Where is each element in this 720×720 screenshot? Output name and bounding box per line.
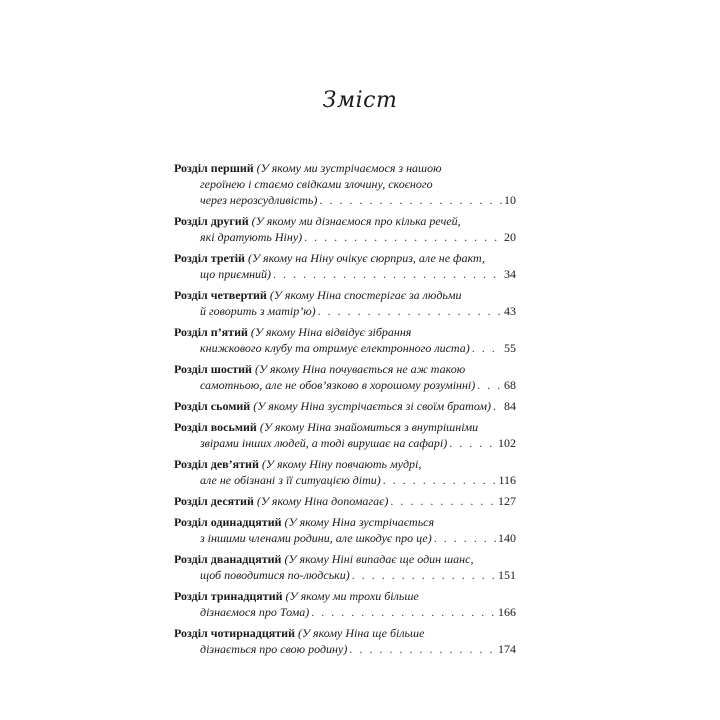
chapter-description: (У якому Ніна почувається не аж такою (254, 362, 466, 376)
chapter-description: (У якому ми трохи більше (285, 589, 419, 603)
chapter-title: Розділ третій (174, 251, 245, 265)
page-number: 116 (498, 473, 516, 487)
toc-entry (174, 324, 516, 356)
chapter-title: Розділ другий (174, 214, 249, 228)
page-number: 68 (504, 378, 516, 392)
toc-entry (174, 588, 516, 620)
toc-entry-line (174, 176, 516, 192)
dot-leader (319, 192, 502, 208)
toc-entry (174, 287, 516, 319)
chapter-description: (У якому Ніну повчають мудрі, (261, 457, 422, 471)
chapter-description: через нерозсудливість) (200, 193, 318, 207)
page-number: 43 (504, 304, 516, 318)
chapter-title: Розділ перший (174, 161, 254, 175)
toc-entry-line (174, 266, 516, 282)
toc-entry-line (174, 456, 516, 472)
toc-entry-line (174, 567, 516, 583)
page-number: 34 (504, 267, 516, 281)
toc-entry-line (174, 419, 516, 435)
chapter-title: Розділ сьомий (174, 399, 251, 413)
chapter-description: (У якому Ніна відвідує зібрання (250, 325, 412, 339)
dot-leader (304, 229, 502, 245)
chapter-title: Розділ дев’ятий (174, 457, 259, 471)
toc-entry-line (174, 160, 516, 176)
chapter-description: самотньою, але не обов’язково в хорошому розумінні) (200, 378, 476, 392)
toc-entry-line (174, 303, 516, 319)
chapter-description: (У якому Ніна допомагає) (256, 494, 389, 508)
dot-leader (318, 303, 502, 319)
chapter-title: Розділ шостий (174, 362, 252, 376)
chapter-description: героїнею і стаємо свідками злочину, скоєного (200, 177, 433, 191)
toc-entry-line (174, 213, 516, 229)
chapter-title: Розділ тринадцятий (174, 589, 283, 603)
page-number: 151 (498, 568, 516, 582)
toc-entry (174, 213, 516, 245)
chapter-description: (У якому Ніна зустрічається зі своїм братом) (253, 399, 492, 413)
chapter-description: звірами інших людей, а тоді вирушає на сафарі) (200, 436, 448, 450)
toc-entry-line (174, 604, 516, 620)
chapter-description: (У якому Ніна зустрічається (284, 515, 435, 529)
dot-leader (311, 604, 496, 620)
chapter-title: Розділ чотирнадцятий (174, 626, 295, 640)
chapter-description: книжкового клубу та отримує електронного листа) (200, 341, 470, 355)
dot-leader (477, 377, 502, 393)
chapter-title: Розділ четвертий (174, 288, 267, 302)
chapter-description: (У якому ми зустрічаємося з нашою (256, 161, 442, 175)
dot-leader (349, 641, 496, 657)
toc-entry-line (174, 340, 516, 356)
toc-entry-line (174, 588, 516, 604)
dot-leader (493, 398, 502, 414)
toc-entry-line (174, 377, 516, 393)
chapter-description: й говорить з матір’ю) (200, 304, 316, 318)
page-title: Зміст (322, 88, 398, 113)
chapter-description: що приємний) (200, 267, 272, 281)
toc-entry (174, 551, 516, 583)
chapter-description: (У якому Ніна спостерігає за людьми (269, 288, 462, 302)
dot-leader (383, 472, 497, 488)
page-number: 10 (504, 193, 516, 207)
table-of-contents (174, 160, 516, 662)
toc-entry-line (174, 398, 516, 414)
toc-entry-line (174, 641, 516, 657)
toc-entry-line (174, 361, 516, 377)
chapter-description: які дратують Ніну) (200, 230, 303, 244)
page-number: 102 (498, 436, 516, 450)
chapter-description: (У якому ми дізнаємося про кілька речей, (251, 214, 461, 228)
toc-entry (174, 398, 516, 414)
toc-entry-line (174, 250, 516, 266)
toc-entry (174, 456, 516, 488)
toc-entry (174, 361, 516, 393)
chapter-title: Розділ п’ятий (174, 325, 248, 339)
chapter-description: (У якому на Ніну очікує сюрприз, але не факт, (247, 251, 485, 265)
page-number: 84 (504, 399, 516, 413)
chapter-description: дізнаємося про Тома) (200, 605, 310, 619)
toc-entry (174, 493, 516, 509)
toc-entry-line (174, 472, 516, 488)
chapter-title: Розділ десятий (174, 494, 254, 508)
toc-entry-line (174, 192, 516, 208)
toc-entry (174, 419, 516, 451)
toc-entry (174, 514, 516, 546)
dot-leader (352, 567, 496, 583)
dot-leader (449, 435, 496, 451)
page-number: 55 (504, 341, 516, 355)
toc-entry-line (174, 324, 516, 340)
dot-leader (390, 493, 496, 509)
page-number: 127 (498, 494, 516, 508)
chapter-title: Розділ дванадцятий (174, 552, 282, 566)
page-number: 166 (498, 605, 516, 619)
toc-entry-line (174, 493, 516, 509)
dot-leader (434, 530, 496, 546)
page-number: 140 (498, 531, 516, 545)
toc-entry (174, 625, 516, 657)
chapter-title: Розділ восьмий (174, 420, 257, 434)
toc-entry-line (174, 625, 516, 641)
toc-entry-line (174, 530, 516, 546)
chapter-description: (У якому Ніна ще більше (297, 626, 425, 640)
chapter-title: Розділ одинадцятий (174, 515, 282, 529)
chapter-description: (У якому Ніні випадає ще один шанс, (284, 552, 474, 566)
chapter-description: з іншими членами родини, але шкодує про це) (200, 531, 432, 545)
dot-leader (273, 266, 502, 282)
toc-entry-line (174, 229, 516, 245)
chapter-description: дізнається про свою родину) (200, 642, 348, 656)
toc-entry-line (174, 551, 516, 567)
toc-entry-line (174, 514, 516, 530)
chapter-description: щоб поводитися по-людськи) (200, 568, 350, 582)
chapter-description: (У якому Ніна знайомиться з внутрішніми (259, 420, 479, 434)
toc-entry-line (174, 435, 516, 451)
page-number: 174 (498, 642, 516, 656)
chapter-description: але не обізнані з її ситуацією діти) (200, 473, 381, 487)
toc-entry-line (174, 287, 516, 303)
page-number: 20 (504, 230, 516, 244)
toc-entry (174, 160, 516, 208)
toc-entry (174, 250, 516, 282)
dot-leader (472, 340, 502, 356)
